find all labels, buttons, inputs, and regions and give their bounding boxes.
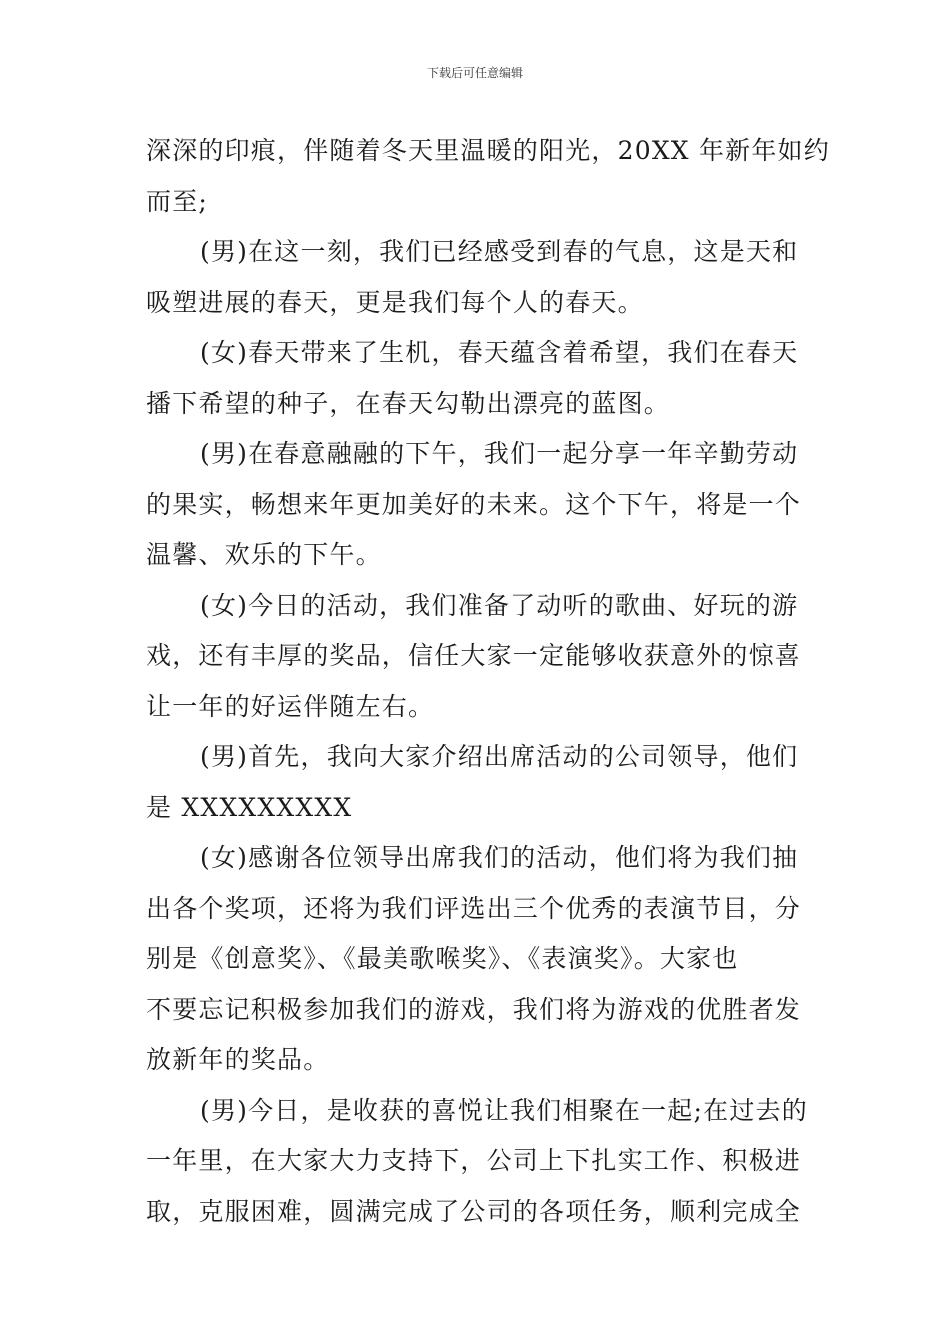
paragraph-start-line: (男)在这一刻，我们已经感受到春的气息，这是天和 (200, 237, 799, 266)
body-line: 戏，还有丰厚的奖品，信任大家一定能够收获意外的惊喜 (146, 641, 802, 670)
page-header: 下载后可任意编辑 (426, 66, 523, 80)
body-line: 温馨、欢乐的下午。 (146, 540, 382, 569)
paragraph-start-line: (女)感谢各位领导出席我们的活动，他们将为我们抽 (200, 843, 799, 872)
paragraph-start-line: (男)首先，我向大家介绍出席活动的公司领导，他们 (200, 742, 799, 771)
body-line: 而至; (146, 186, 209, 216)
body-line: 出各个奖项，还将为我们评选出三个优秀的表演节目，分 (146, 893, 802, 923)
document-body (146, 126, 830, 1237)
paragraph-start-line: (女)今日的活动，我们准备了动听的歌曲、好玩的游 (200, 590, 799, 620)
body-line: 取，克服困难，圆满完成了公司的各项任务，顺利完成全 (146, 1196, 802, 1226)
body-line: 让一年的好运伴随左右。 (146, 691, 435, 721)
body-line: 是 XXXXXXXXX (146, 792, 353, 822)
body-line: 吸塑进展的春天，更是我们每个人的春天。 (146, 287, 644, 317)
body-line: 一年里，在大家大力支持下，公司上下扎实工作、积极进 (146, 1146, 802, 1175)
body-line: 不要忘记积极参加我们的游戏，我们将为游戏的优胜者发 (146, 994, 802, 1024)
body-line: 的果实，畅想来年更加美好的未来。这个下午，将是一个 (146, 489, 802, 519)
body-line: 放新年的奖品。 (146, 1045, 330, 1074)
body-line: 播下希望的种子，在春天勾勒出漂亮的蓝图。 (146, 388, 671, 418)
body-line: 深深的印痕，伴随着冬天里温暖的阳光，20XX 年新年如约 (146, 136, 830, 165)
paragraph-start-line: (女)春天带来了生机，春天蕴含着希望，我们在春天 (200, 338, 799, 367)
body-line: 别是《创意奖》、《最美歌喉奖》、《表演奖》。大家也 (146, 944, 739, 973)
paragraph-start-line: (男)今日，是收获的喜悦让我们相聚在一起;在过去的 (200, 1095, 808, 1125)
paragraph-start-line: (男)在春意融融的下午，我们一起分享一年辛勤劳动 (200, 439, 799, 468)
